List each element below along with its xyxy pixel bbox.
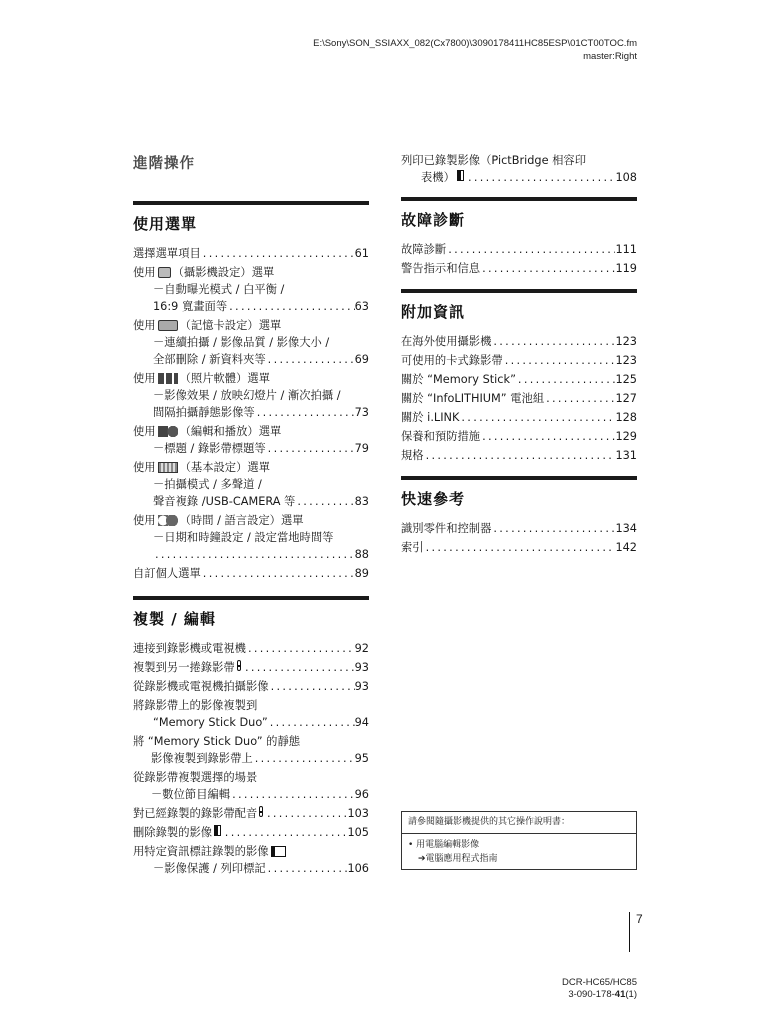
toc-line [401,169,637,186]
toc-text: －連續拍攝 / 影像品質 / 影像大小 / [153,336,330,349]
page-ref: 94 [354,716,369,729]
leader-dots [265,805,347,822]
toc-line [133,750,369,767]
toc-entry [133,565,369,582]
toc-text: 對已經錄製的錄影帶配音 [133,807,258,820]
toc-line [133,423,369,440]
page-ref: 88 [354,548,369,561]
toc-line [133,281,369,298]
code-bold: 41 [614,989,626,1000]
toc-text: 關於 “Memory Stick” [401,373,516,386]
toc-line [401,333,637,350]
leader-dots [266,351,355,368]
toc-entry [401,241,637,258]
toc-line [401,520,637,537]
toc-line [133,370,369,387]
toc-line [133,264,369,281]
reference-box [401,811,637,870]
toc-line [133,317,369,334]
toc-entry [401,447,637,464]
leader-dots [446,241,615,258]
toc-line [133,440,369,457]
page-ref: 129 [615,430,637,443]
toc-line [133,640,369,657]
leader-dots [253,750,355,767]
section-title: 附加資訊 [401,303,466,321]
leader-dots [268,714,355,731]
toc-text-suffix: （照片軟體）選單 [179,372,270,385]
page-ref: 103 [347,807,369,820]
leader-dots [424,447,616,464]
section-title: 複製 / 編輯 [133,610,216,628]
toc-text: 使用 [133,461,156,474]
toc-text: 列印已錄製影像（PictBridge 相容印 [401,154,587,167]
toc-entry [401,260,637,277]
toc-line [401,539,637,556]
toc-text: －數位節目編輯 [151,788,231,801]
toc-line [133,476,369,493]
toc-text: 表機） [421,171,455,184]
toc-line [401,241,637,258]
page-ref: 134 [615,522,637,535]
section-title: 故障診斷 [401,211,466,229]
toc-entry [401,352,637,369]
toc-text: 自訂個人選單 [133,567,201,580]
toc-line [401,371,637,388]
leader-dots [266,860,348,877]
toc-text: 用特定資訊標註錄製的影像 [133,845,269,858]
toc-text: －自動曝光模式 / 白平衡 / [153,283,285,296]
toc-entry [133,805,369,822]
section-title: 使用選單 [133,215,198,233]
leader-dots [227,298,354,315]
page-ref: 63 [354,300,369,313]
page-ref: 93 [354,680,369,693]
page-number: 7 [636,912,643,926]
page-ref: 123 [615,335,637,348]
toc-text: 使用 [133,514,156,527]
leader-dots [480,260,615,277]
toc-text-suffix: （攝影機設定）選單 [172,266,275,279]
page-ref: 108 [615,171,637,184]
toc-entry [401,390,637,407]
toc-text: 將錄影帶上的影像複製到 [133,699,258,712]
page-ref: 105 [347,826,369,839]
code-suffix: (1) [625,989,637,1000]
toc-line [133,786,369,803]
tape-icon [237,660,241,671]
toc-entry [401,428,637,445]
toc-text: 從錄影機或電視機拍攝影像 [133,680,269,693]
leader-dots [466,169,615,186]
leader-dots [201,245,355,262]
toc-text: －影像保護 / 列印標記 [153,862,266,875]
toc-entry [133,640,369,657]
memory-stick-icon [271,846,286,857]
toc-line [401,352,637,369]
reference-box-item: • 用電腦編輯影像 [408,840,480,850]
toc-text: 16:9 寬畫面等 [153,300,228,313]
leader-dots [516,371,616,388]
toc-line [133,565,369,582]
reference-box-title: 請參閱隨攝影機提供的其它操作說明書： [402,812,636,834]
leader-dots [223,824,348,841]
toc-text: －影像效果 / 放映幻燈片 / 漸次拍攝 / [153,389,341,402]
toc-text: 從錄影帶複製選擇的場景 [133,771,258,784]
memory-stick-icon [214,825,221,836]
leader-dots [201,565,355,582]
toc-text-suffix: （編輯和播放）選單 [179,425,282,438]
section-rule [401,289,637,293]
toc-text: 選擇選單項目 [133,247,201,260]
toc-entry [401,333,637,350]
toc-line [133,529,369,546]
toc-text: 聲音複錄 /USB-CAMERA 等 [153,495,296,508]
leader-dots [459,409,615,426]
toc-text: 複製到另一捲錄影帶 [133,661,235,674]
toc-line [133,512,369,529]
document-code [562,989,637,1001]
page-ref: 128 [615,411,637,424]
left-column [133,152,369,879]
edit-play-icon [158,426,178,437]
toc-entry [133,317,369,368]
toc-line [133,860,369,877]
toc-line [133,714,369,731]
toc-line [133,843,369,860]
toc-entry [133,843,369,877]
toc-line [401,260,637,277]
toc-line [133,805,369,822]
leader-dots [491,333,615,350]
toc-line [133,404,369,421]
page-ref: 111 [615,243,637,256]
toc-entry [133,512,369,563]
toc-text-suffix: （時間 / 語言設定）選單 [179,514,304,527]
page-ref: 96 [354,788,369,801]
toc-text: 連接到錄影機或電視機 [133,642,246,655]
leader-dots [230,786,355,803]
toc-text: 關於 i.LINK [401,411,460,424]
toc-entry [133,370,369,421]
toc-text: 規格 [401,449,424,462]
toc-line [401,428,637,445]
toc-entry [133,824,369,841]
page-ref: 142 [615,541,637,554]
leader-dots [255,404,355,421]
leader-dots [269,678,355,695]
code-prefix: 3-090-178- [568,989,615,1000]
toc-section [401,476,637,556]
toc-entry [401,371,637,388]
toc-entry [133,659,369,676]
toc-entry [401,520,637,537]
toc-line [401,152,637,169]
section-title: 快速參考 [401,490,466,508]
leader-dots [544,390,615,407]
standard-set-icon [158,462,178,473]
toc-line [401,447,637,464]
page-ref: 127 [615,392,637,405]
toc-entry [133,697,369,731]
leader-dots [480,428,615,445]
page-ref: 61 [354,247,369,260]
toc-text: 使用 [133,319,156,332]
page-ref: 125 [615,373,637,386]
photo-app-icon [158,373,178,384]
leader-dots [266,440,355,457]
toc-text-suffix: （記憶卡設定）選單 [179,319,282,332]
toc-text: －拍攝模式 / 多聲道 / [153,478,262,491]
toc-line [133,769,369,786]
toc-line [133,678,369,695]
toc-line [401,409,637,426]
toc-text: 使用 [133,266,156,279]
toc-entry [133,733,369,767]
toc-entry [133,678,369,695]
leader-dots [243,659,355,676]
document-footer [562,977,637,1001]
toc-line [133,298,369,315]
toc-line [133,459,369,476]
toc-text: 保養和預防措施 [401,430,481,443]
page-ref: 123 [615,354,637,367]
tape-icon [259,806,263,817]
camera-set-icon [158,267,171,278]
toc-line [133,493,369,510]
toc-text: 關於 “InfoLITHIUM” 電池組 [401,392,545,405]
page-ref: 93 [354,661,369,674]
toc-section [401,197,637,277]
toc-text: 全部刪除 / 新資料夾等 [153,353,266,366]
page-ref: 83 [354,495,369,508]
toc-text: 將 “Memory Stick Duo” 的靜態 [133,735,301,748]
page-ref: 89 [354,567,369,580]
memory-card-icon [158,320,178,331]
toc-text: 使用 [133,372,156,385]
toc-text: 故障診斷 [401,243,447,256]
leader-dots [491,520,615,537]
toc-text-suffix: （基本設定）選單 [179,461,270,474]
section-rule [401,197,637,201]
page-ref: 119 [615,262,637,275]
model-number: DCR-HC65/HC85 [562,977,637,988]
section-rule [133,596,369,600]
toc-entry [133,459,369,510]
memory-stick-icon [457,170,464,181]
toc-entry [133,769,369,803]
leader-dots [424,539,616,556]
toc-line [133,546,369,563]
toc-entry [133,423,369,457]
toc-entry [133,245,369,262]
leader-dots [503,352,616,369]
leader-dots [295,493,354,510]
toc-line [133,824,369,841]
page-ref: 131 [615,449,637,462]
toc-line [133,245,369,262]
toc-entry [133,264,369,315]
toc-text: “Memory Stick Duo” [153,716,268,729]
leader-dots [153,546,355,563]
page-ref: 95 [354,752,369,765]
master-page: master:Right [583,51,637,62]
toc-text: 間隔拍攝靜態影像等 [153,406,255,419]
toc-text: 刪除錄製的影像 [133,826,213,839]
toc-text: 使用 [133,425,156,438]
print-entry [401,152,637,186]
reference-box-subitem: ➔電腦應用程式指南 [418,854,498,864]
toc-section [133,596,369,877]
page-ref: 92 [354,642,369,655]
toc-line [133,387,369,404]
toc-line [133,697,369,714]
toc-text: －日期和時鐘設定 / 設定當地時間等 [153,531,334,544]
toc-section [133,201,369,582]
page-number-marker [629,912,643,952]
page-ref: 79 [354,442,369,455]
toc-section [401,289,637,464]
toc-text: 識別零件和控制器 [401,522,492,535]
page-ref: 73 [354,406,369,419]
toc-line [401,390,637,407]
time-lang-icon [158,515,178,526]
toc-text: 索引 [401,541,424,554]
toc-line [133,733,369,750]
toc-text: 可使用的卡式錄影帶 [401,354,503,367]
section-rule [133,201,369,205]
toc-text: －標題 / 錄影帶標題等 [153,442,266,455]
toc-entry [401,539,637,556]
file-header [313,37,637,63]
leader-dots [246,640,355,657]
toc-text: 在海外使用攝影機 [401,335,492,348]
toc-entry [401,409,637,426]
toc-line [133,334,369,351]
page-ref: 69 [354,353,369,366]
file-path: E:\Sony\SON_SSIAXX_082(Cx7800)\3090178411HC85ESP\01CT00TOC.fm [313,38,637,49]
right-column [401,152,637,558]
page-ref: 106 [347,862,369,875]
toc-text: 影像複製到錄影帶上 [151,752,253,765]
toc-line [133,659,369,676]
section-rule [401,476,637,480]
toc-text: 警告指示和信息 [401,262,481,275]
advanced-operations-heading: 進階操作 [133,156,195,172]
toc-line [133,351,369,368]
